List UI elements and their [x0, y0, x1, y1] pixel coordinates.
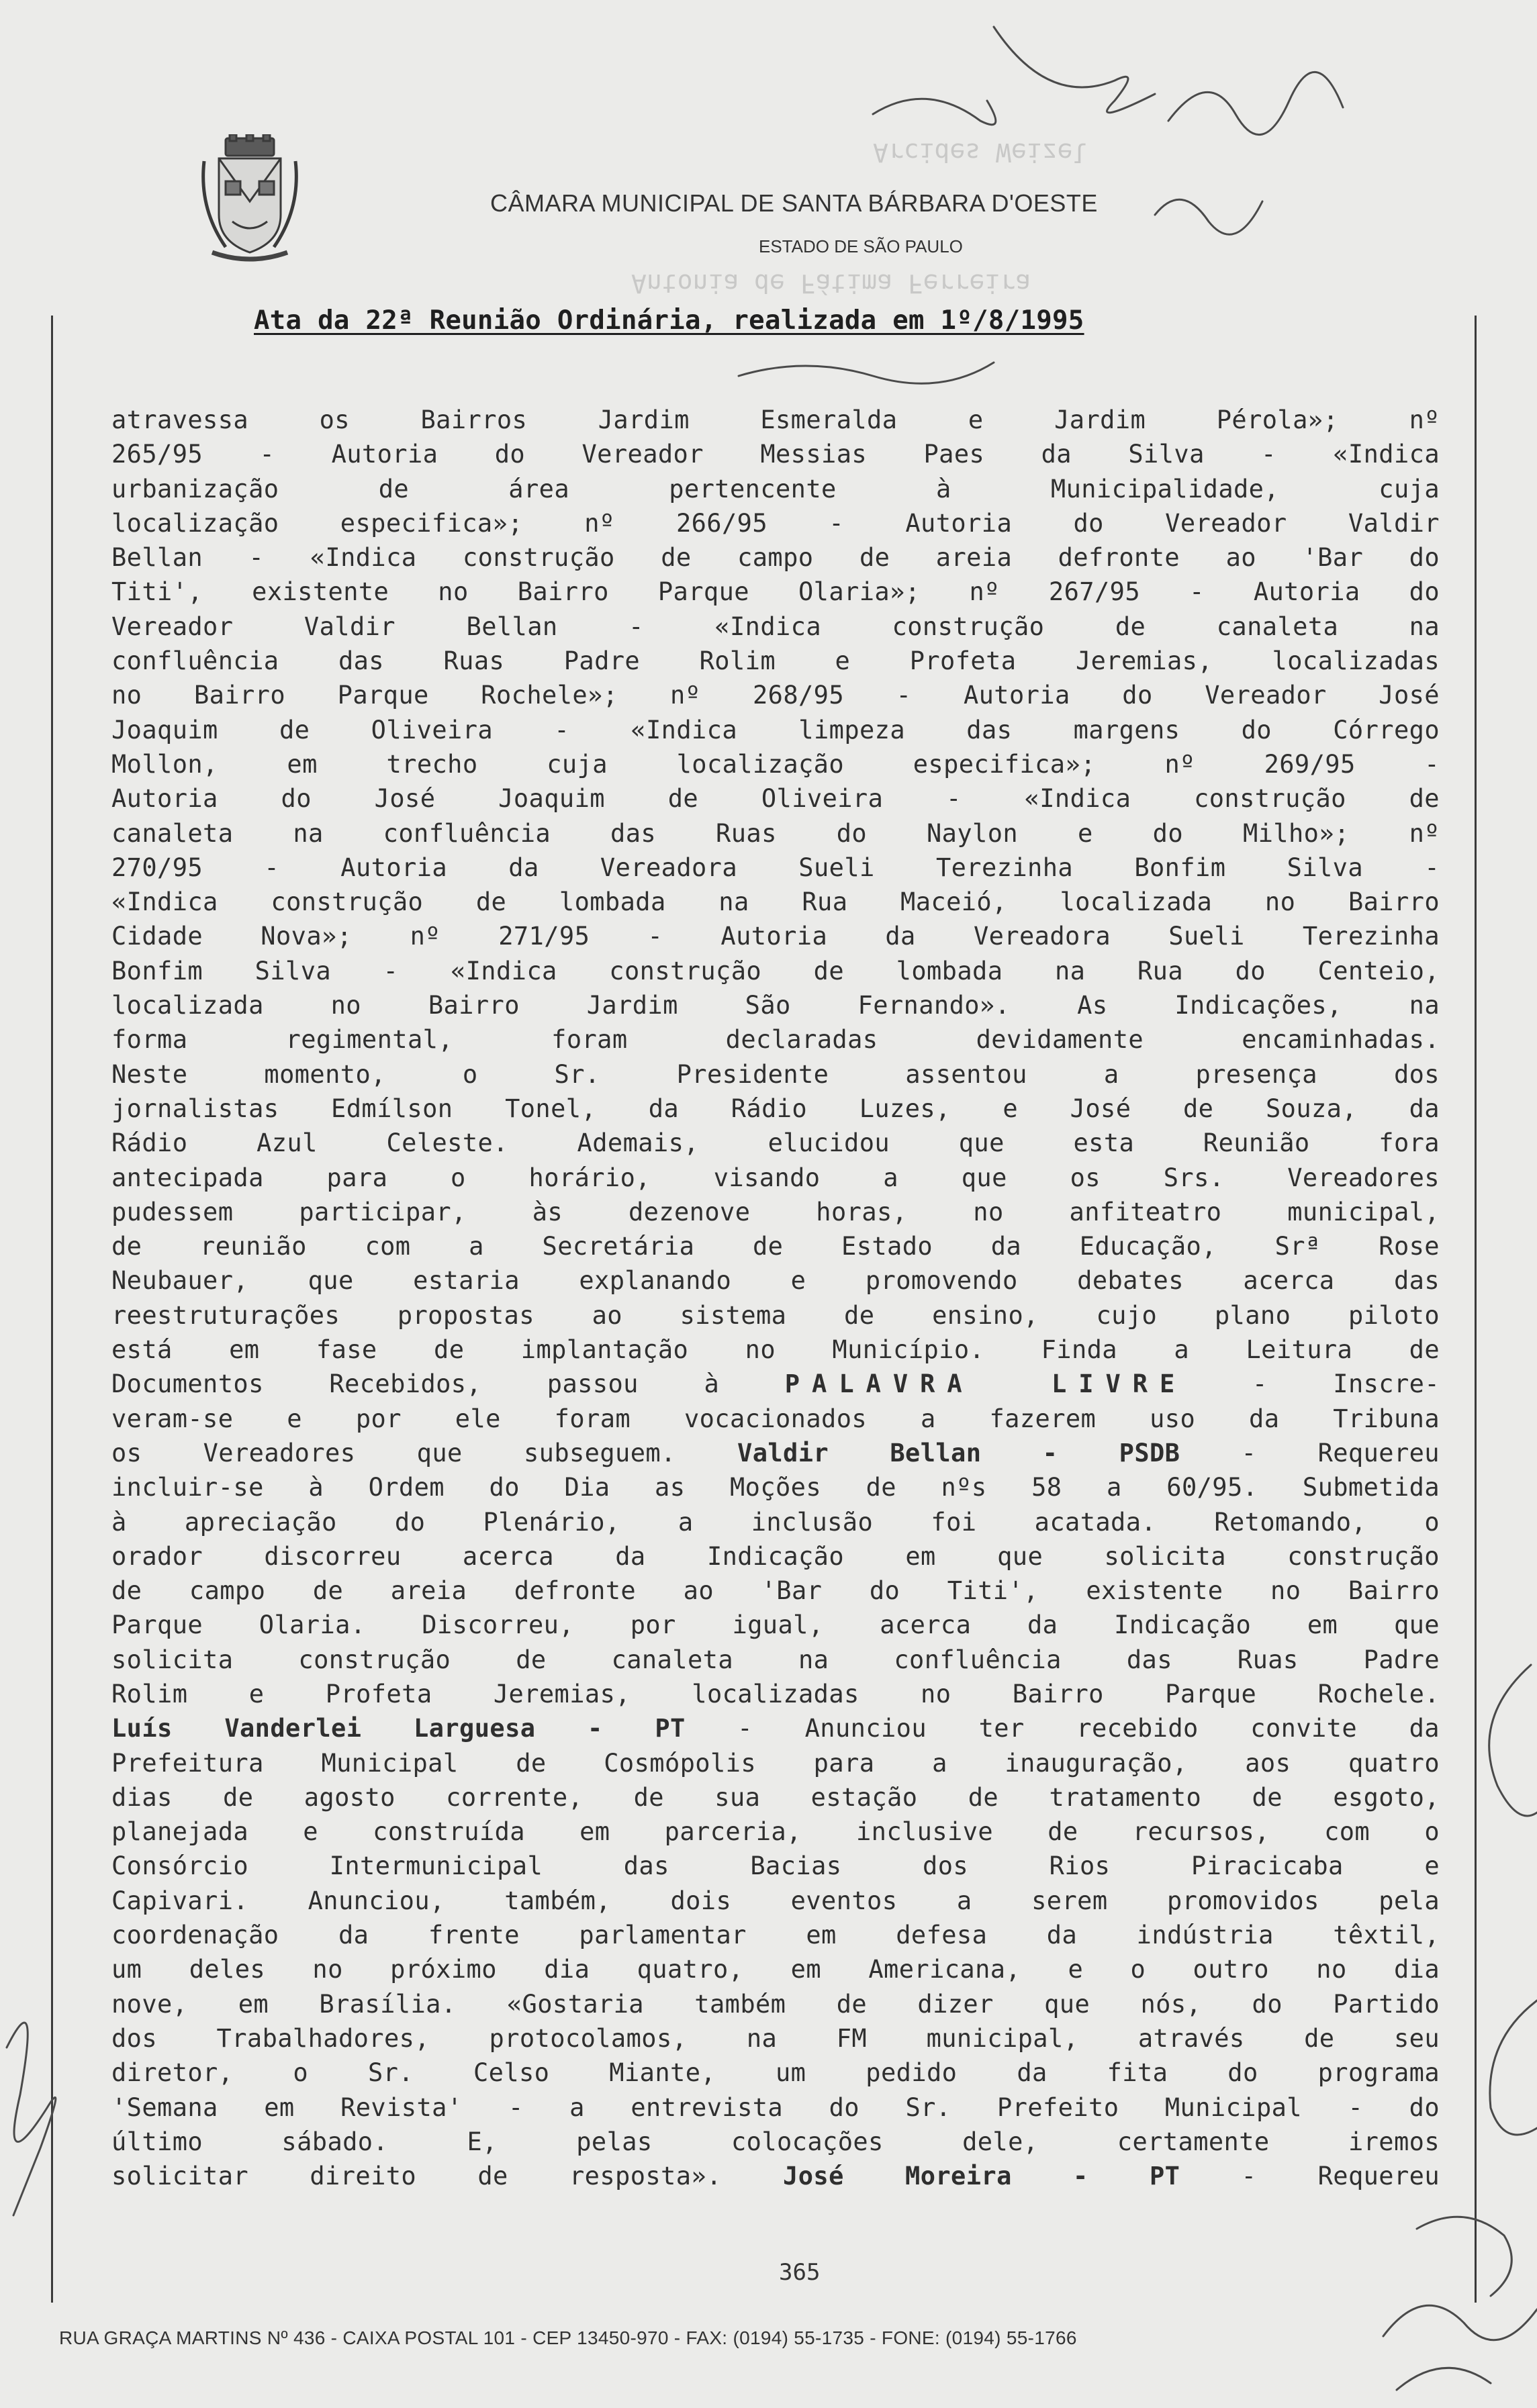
- body-line: incluir-se à Ordem do Dia as Moções de nºs 58 a 60/95. Submetida: [111, 1473, 1440, 1502]
- body-line: confluência das Ruas Padre Rolim e Profeta Jeremias, localizadas: [111, 646, 1440, 676]
- margin-rubric-right-5: [1397, 2368, 1491, 2390]
- body-line: orador discorreu acerca da Indicação em que solicita construção: [111, 1541, 1440, 1571]
- left-margin-rule: [51, 316, 53, 2303]
- margin-rubric-right-2: [1490, 2001, 1537, 2135]
- institution-name: CÂMARA MUNICIPAL DE SANTA BÁRBARA D'OESTE: [490, 189, 1098, 217]
- signature-1: [994, 27, 1155, 113]
- body-line: coordenação da frente parlamentar em defesa da indústria têxtil,: [111, 1921, 1440, 1950]
- footer-address: RUA GRAÇA MARTINS Nº 436 - CAIXA POSTAL 101 - CEP 13450-970 - FAX: (0194) 55-1735 - FONE: (0194) 55-1766: [59, 2327, 1077, 2348]
- body-line: Capivari. Anunciou, também, dois eventos a serem promovidos pela: [111, 1886, 1440, 1915]
- bold-segment: Valdir Bellan - PSDB: [737, 1438, 1180, 1467]
- body-line: no Bairro Parque Rochele»; nº 268/95 - Autoria do Vereador José: [111, 681, 1440, 710]
- body-line: «Indica construção de lombada na Rua Maceió, localizada no Bairro: [111, 887, 1440, 917]
- body-line: solicita construção de canaleta na confluência das Ruas Padre: [111, 1645, 1440, 1674]
- body-line: 'Semana em Revista' - a entrevista do Sr. Prefeito Municipal - do: [111, 2092, 1440, 2122]
- body-line: jornalistas Edmílson Tonel, da Rádio Luzes, e José de Souza, da: [111, 1094, 1440, 1123]
- signature-5: [739, 363, 994, 383]
- state-name: ESTADO DE SÃO PAULO: [759, 236, 963, 256]
- body-line: último sábado. E, pelas colocações dele, certamente iremos: [111, 2127, 1440, 2156]
- body-line: localização especifica»; nº 266/95 - Autoria do Vereador Valdir: [111, 508, 1440, 538]
- body-line: Prefeitura Municipal de Cosmópolis para a inauguração, aos quatro: [111, 1748, 1440, 1778]
- body-line: os Vereadores que subseguem. Valdir Bellan - PSDB - Requereu: [111, 1438, 1440, 1467]
- body-line: urbanização de área pertencente à Municipalidade, cuja: [111, 474, 1440, 503]
- body-line: Autoria do José Joaquim de Oliveira - «Indica construção de: [111, 784, 1440, 814]
- page-title: Ata da 22ª Reunião Ordinária, realizada em 1º/8/1995: [254, 305, 1084, 336]
- bold-segment: PALAVRA LIVRE: [784, 1369, 1187, 1399]
- body-line: solicitar direito de resposta». José Moreira - PT - Requereu: [111, 2162, 1440, 2191]
- body-line: Neubauer, que estaria explanando e promovendo debates acerca das: [111, 1266, 1440, 1296]
- body-line: à apreciação do Plenário, a inclusão foi acatada. Retomando, o: [111, 1507, 1440, 1537]
- body-line: de campo de areia defronte ao 'Bar do Titi', existente no Bairro: [111, 1576, 1440, 1606]
- signature-2: [873, 99, 996, 124]
- body-line: forma regimental, foram declaradas devidamente encaminhadas.: [111, 1025, 1440, 1055]
- body-line: Parque Olaria. Discorreu, por igual, acerca da Indicação em que: [111, 1610, 1440, 1640]
- body-line: Bellan - «Indica construção de campo de areia defronte ao 'Bar do: [111, 543, 1440, 573]
- margin-rubric-right-4: [1383, 2305, 1537, 2340]
- margin-rubric-right-3: [1417, 2217, 1511, 2296]
- body-line: de reunião com a Secretária de Estado da Educação, Srª Rose: [111, 1232, 1440, 1261]
- body-line: planejada e construída em parceria, inclusive de recursos, com o: [111, 1817, 1440, 1847]
- margin-rubric-left: [7, 2023, 56, 2215]
- body-line: antecipada para o horário, visando a que os Srs. Vereadores: [111, 1163, 1440, 1192]
- body-line: Bonfim Silva - «Indica construção de lombada na Rua do Centeio,: [111, 956, 1440, 985]
- bold-segment: José Moreira - PT: [783, 2162, 1180, 2191]
- body-line: dias de agosto corrente, de sua estação de tratamento de esgoto,: [111, 1782, 1440, 1812]
- right-margin-rule: [1475, 316, 1477, 2303]
- body-line: diretor, o Sr. Celso Miante, um pedido da fita do programa: [111, 2058, 1440, 2088]
- body-line: dos Trabalhadores, protocolamos, na FM municipal, através de seu: [111, 2023, 1440, 2053]
- body-line: Documentos Recebidos, passou à PALAVRA LIVRE - Inscre-: [111, 1369, 1440, 1399]
- body-line: pudessem participar, às dezenove horas, no anfiteatro municipal,: [111, 1197, 1440, 1226]
- body-line: atravessa os Bairros Jardim Esmeralda e Jardim Pérola»; nº: [111, 405, 1440, 434]
- body-line: 265/95 - Autoria do Vereador Messias Paes da Silva - «Indica: [111, 440, 1440, 469]
- body-line: Luís Vanderlei Larguesa - PT - Anunciou ter recebido convite da: [111, 1714, 1440, 1743]
- body-line: canaleta na confluência das Ruas do Naylon e do Milho»; nº: [111, 818, 1440, 848]
- body-line: um deles no próximo dia quatro, em Americana, e o outro no dia: [111, 1955, 1440, 1984]
- body-line: 270/95 - Autoria da Vereadora Sueli Terezinha Bonfim Silva -: [111, 853, 1440, 882]
- body-line: localizada no Bairro Jardim São Fernando». As Indicações, na: [111, 991, 1440, 1020]
- body-line: Cidade Nova»; nº 271/95 - Autoria da Vereadora Sueli Terezinha: [111, 922, 1440, 951]
- page-number: 365: [779, 2259, 821, 2286]
- body-line: reestruturações propostas ao sistema de ensino, cujo plano piloto: [111, 1300, 1440, 1330]
- body-line: Joaquim de Oliveira - «Indica limpeza das margens do Córrego: [111, 715, 1440, 744]
- bleed-through-text-2: Antonia de Fátima Ferreira: [631, 269, 1031, 298]
- signature-4: [1155, 199, 1262, 234]
- body-line: veram-se e por ele foram vocacionados a fazerem uso da Tribuna: [111, 1404, 1440, 1433]
- body-line: Rádio Azul Celeste. Ademais, elucidou que esta Reunião fora: [111, 1128, 1440, 1158]
- minutes-body: [111, 403, 1440, 2193]
- margin-rubric-right-1: [1489, 1665, 1537, 1816]
- body-line: Titi', existente no Bairro Parque Olaria»; nº 267/95 - Autoria do: [111, 577, 1440, 607]
- body-line: Mollon, em trecho cuja localização especifica»; nº 269/95 -: [111, 749, 1440, 779]
- bold-segment: Luís Vanderlei Larguesa - PT: [111, 1714, 686, 1743]
- body-line: Neste momento, o Sr. Presidente assentou a presença dos: [111, 1059, 1440, 1089]
- bleed-through-text-1: Arcides Weizel: [873, 138, 1088, 167]
- municipal-crest-icon: [199, 134, 301, 266]
- body-line: Rolim e Profeta Jeremias, localizadas no Bairro Parque Rochele.: [111, 1679, 1440, 1708]
- body-line: nove, em Brasília. «Gostaria também de dizer que nós, do Partido: [111, 1989, 1440, 2019]
- body-line: está em fase de implantação no Município. Finda a Leitura de: [111, 1335, 1440, 1365]
- body-line: Vereador Valdir Bellan - «Indica construção de canaleta na: [111, 612, 1440, 641]
- signature-3: [1168, 72, 1343, 134]
- body-line: Consórcio Intermunicipal das Bacias dos Rios Piracicaba e: [111, 1851, 1440, 1881]
